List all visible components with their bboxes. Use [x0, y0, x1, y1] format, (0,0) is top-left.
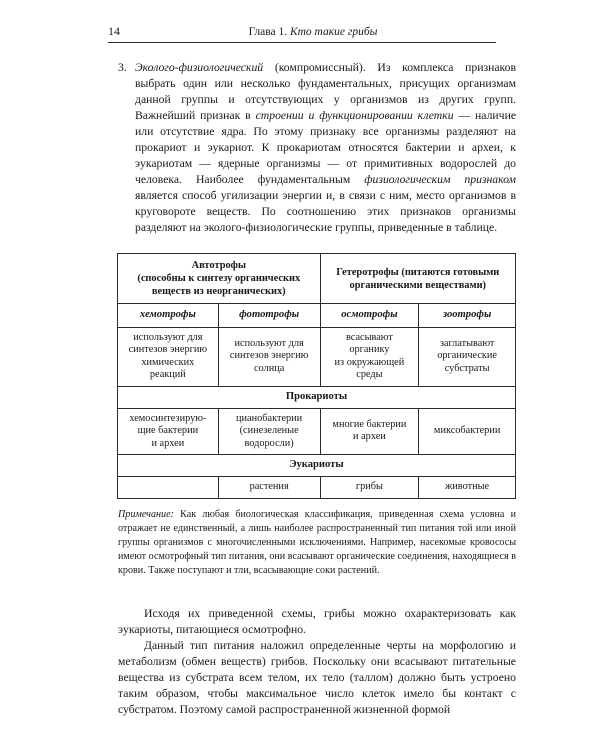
note-label: Примечание: — [118, 509, 174, 520]
list-item-text-3: является способ угилизации энергии и, в связи с ним, место организмов в круговороте веществ. По соотношению этих признаков организмы разделяют на эколого-физиологические группы, приведенные в таблице. — [135, 189, 516, 235]
list-item-text-1: (компромиссный). Из комплекса признаков выбрать один или несколько фундаментальных, присущих организмам данной группы и отсутствующих у организмов из других групп. Важнейший признак в — [135, 61, 516, 123]
band-prokaryotes: Прокариоты — [118, 386, 516, 408]
header-autotrophs: Автотрофы (способны к синтезу органических веществ из неорганических) — [118, 254, 321, 304]
eukaryotes-osmotrophs: грибы — [320, 476, 419, 498]
eukaryotes-phototrophs: растения — [218, 476, 320, 498]
prokaryotes-chemotrophs: хемосинтезирую- щие бактерии и археи — [118, 408, 219, 455]
desc-chemotrophs: используют для синтезов энергию химических реакций — [118, 327, 219, 386]
chapter-prefix: Глава 1. — [248, 26, 288, 38]
table-row-eukaryotes — [118, 476, 516, 498]
chapter-heading — [148, 26, 508, 38]
list-item-term-3: физиологическим признаком — [364, 173, 516, 187]
header-divider — [108, 42, 496, 43]
header-heterotrophs: Гетеротрофы (питаются готовыми органическими веществами) — [320, 254, 515, 304]
body-text-block — [118, 60, 516, 237]
table-row-header — [118, 254, 516, 304]
prokaryotes-phototrophs: цианобактерии (синезеленые водоросли) — [218, 408, 320, 455]
band-eukaryotes: Эукариоты — [118, 455, 516, 477]
chapter-title: Кто такие грибы — [289, 26, 378, 38]
table-row-eukaryotes-band — [118, 455, 516, 477]
list-item-text-2: — наличие или отсутствие ядра. По этому признаку все организмы разделяют на прокариот и эукариот. К прокариотам относятся бактерии и археи, к эукариотам — ядерные организмы — от примитивных водорослей до человека. Наиболее фундаментальным — [135, 109, 517, 187]
list-item-number: 3. — [118, 61, 127, 74]
table-row-prokaryotes — [118, 408, 516, 455]
type-osmotrophs: осмотрофы — [320, 304, 419, 328]
list-item-term: Эколого-физиологический — [135, 61, 264, 74]
running-head — [108, 24, 508, 39]
type-chemotrophs: хемотрофы — [118, 304, 219, 328]
eukaryotes-chemotrophs — [118, 476, 219, 498]
note-text: Как любая биологическая классификация, приведенная схема условна и отражает не единственный, а лишь наиболее распространенный тип питания той или иной группы организмов с многочисленными исключениями. Например, насекомые кровососы имеют осмотрофный тип питания, они всасывают органические соединения, находящиеся в крови. Также поступают и тли, всасывающие соки растений. — [118, 509, 516, 577]
closing-paragraphs — [118, 606, 516, 718]
table-row-prokaryotes-band — [118, 386, 516, 408]
page-number: 14 — [108, 24, 120, 38]
desc-phototrophs: используют для синтезов энергию солнца — [218, 327, 320, 386]
list-item — [118, 60, 516, 237]
list-item-term-2: строении и функционировании клетки — [255, 109, 454, 123]
desc-zootrophs: заглатывают органические субстраты — [419, 327, 516, 386]
prokaryotes-osmotrophs: многие бактерии и археи — [320, 408, 419, 455]
paragraph-conclusion: Исходя их приведенной схемы, грибы можно охарактеризовать как эукариоты, питающиеся осмотрофно. — [118, 607, 516, 637]
paragraph-metabolism: Данный тип питания наложил определенные черты на морфологию и метаболизм (обмен веществ) грибов. Поскольку они всасывают питательные вещества из субстрата всем телом, их тело (таллом) должно быть устроено таким образом, чтобы максимальное число клеток имело бы контакт с субстратом. Поэтому самой распространенной жизненной формой — [118, 639, 516, 717]
type-zootrophs: зоотрофы — [419, 304, 516, 328]
table-row-descriptions — [118, 327, 516, 386]
desc-osmotrophs: всасывают органику из окружающей среды — [320, 327, 419, 386]
table-note — [118, 508, 516, 578]
eukaryotes-zootrophs: животные — [419, 476, 516, 498]
nutrition-groups-table — [117, 253, 516, 499]
prokaryotes-zootrophs: миксобактерии — [419, 408, 516, 455]
type-phototrophs: фототрофы — [218, 304, 320, 328]
table-row-types — [118, 304, 516, 328]
